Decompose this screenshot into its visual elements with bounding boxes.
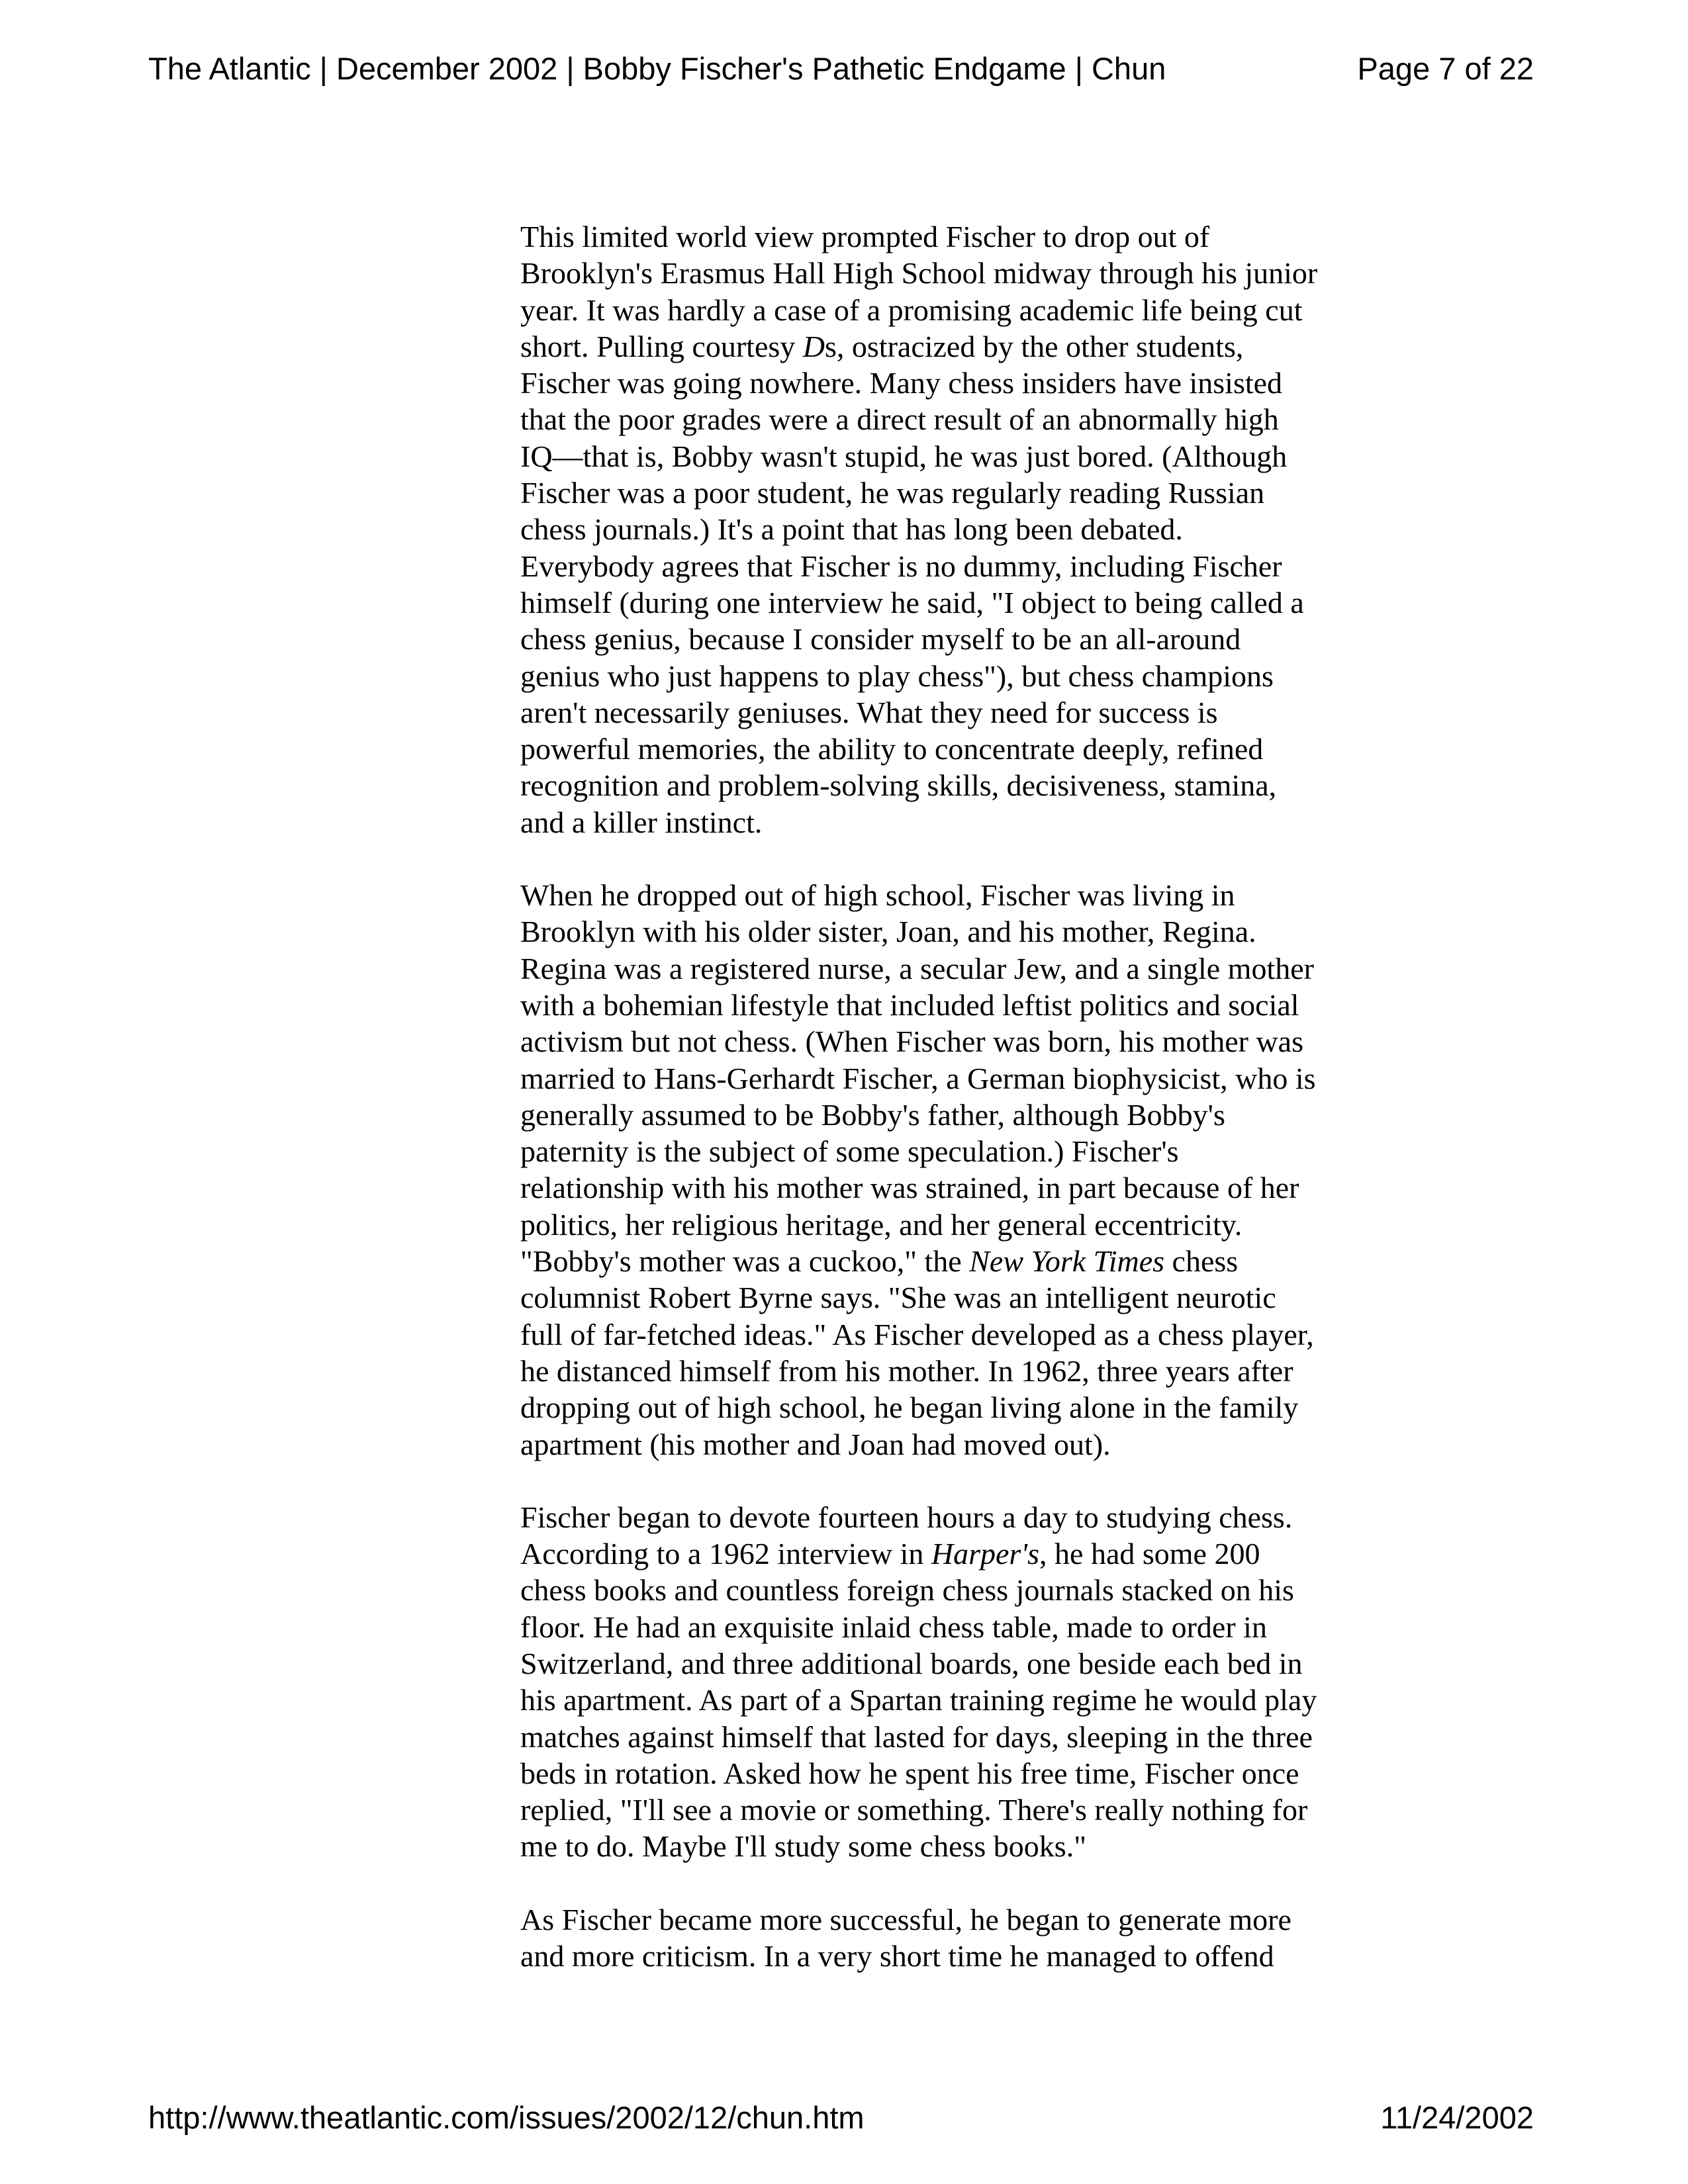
text-run: , he had some 200 (1039, 1537, 1260, 1571)
text-line (520, 1535, 1407, 1572)
text-line: apartment (his mother and Joan had moved out). (520, 1427, 1111, 1461)
text-line: relationship with his mother was strained, in part because of her (520, 1171, 1299, 1205)
text-line: activism but not chess. (When Fischer was born, his mother was (520, 1024, 1303, 1059)
text-line: powerful memories, the ability to concentrate deeply, refined (520, 732, 1264, 766)
text-line: chess genius, because I consider myself to be an all-around (520, 622, 1241, 657)
text-line: paternity is the subject of some speculation.) Fischer's (520, 1134, 1179, 1169)
text-line: genius who just happens to play chess"), but chess champions (520, 659, 1274, 693)
text-line: chess books and countless foreign chess journals stacked on his (520, 1573, 1294, 1608)
paragraph-3 (520, 1499, 1407, 1865)
text-line: Brooklyn's Erasmus Hall High School midway through his junior (520, 256, 1318, 291)
text-line: his apartment. As part of a Spartan training regime he would play (520, 1683, 1317, 1717)
text-line: aren't necessarily geniuses. What they need for success is (520, 695, 1218, 729)
text-line: year. It was hardly a case of a promising academic life being cut (520, 293, 1303, 327)
text-line: and more criticism. In a very short time he managed to offend (520, 1939, 1274, 1974)
paragraph-2 (520, 877, 1407, 1463)
text-line: Fischer began to devote fourteen hours a day to studying chess. (520, 1500, 1293, 1534)
text-line: columnist Robert Byrne says. "She was an intelligent neurotic (520, 1281, 1276, 1315)
text-line: Fischer was a poor student, he was regularly reading Russian (520, 476, 1265, 510)
text-run: chess (1164, 1244, 1239, 1279)
publication-title: New York Times (969, 1244, 1165, 1279)
text-run: According to a 1962 interview in (520, 1537, 931, 1571)
text-line: This limited world view prompted Fischer to drop out of (520, 220, 1210, 253)
text-line: generally assumed to be Bobby's father, although Bobby's (520, 1097, 1225, 1132)
page-number: Page 7 of 22 (1357, 51, 1534, 86)
text-line (520, 328, 1407, 365)
text-line: chess journals.) It's a point that has long been debated. (520, 512, 1183, 547)
text-line: replied, "I'll see a movie or something. There's really nothing for (520, 1793, 1308, 1827)
paragraph-4 (520, 1901, 1407, 1975)
italic-letter: D (802, 329, 825, 363)
text-line: IQ—that is, Bobby wasn't stupid, he was just bored. (Although (520, 439, 1288, 473)
paragraph-1 (520, 218, 1407, 841)
text-line: Fischer was going nowhere. Many chess insiders have insisted (520, 366, 1283, 400)
text-line: he distanced himself from his mother. In 1962, three years after (520, 1353, 1293, 1388)
text-line: married to Hans-Gerhardt Fischer, a German biophysicist, who is (520, 1061, 1316, 1095)
text-line: Brooklyn with his older sister, Joan, and his mother, Regina. (520, 915, 1256, 949)
text-line: Regina was a registered nurse, a secular Jew, and a single mother (520, 951, 1314, 985)
text-run: s, ostracized by the other students, (825, 329, 1244, 363)
text-run: "Bobby's mother was a cuckoo," the (520, 1244, 970, 1279)
text-line: floor. He had an exquisite inlaid chess table, made to order in (520, 1610, 1267, 1644)
text-line (520, 1243, 1407, 1279)
text-line: and a killer instinct. (520, 805, 763, 839)
text-run: short. Pulling courtesy (520, 329, 803, 363)
text-line: politics, her religious heritage, and her general eccentricity. (520, 1207, 1243, 1242)
publication-title: Harper's (931, 1537, 1040, 1571)
article-body (520, 218, 1407, 2011)
text-line: When he dropped out of high school, Fischer was living in (520, 878, 1235, 913)
text-line: recognition and problem-solving skills, decisiveness, stamina, (520, 768, 1277, 803)
text-line: himself (during one interview he said, "I object to being called a (520, 585, 1304, 619)
text-line: me to do. Maybe I'll study some chess books." (520, 1829, 1086, 1864)
text-line: that the poor grades were a direct result of an abnormally high (520, 402, 1279, 437)
text-line: Switzerland, and three additional boards, one beside each bed in (520, 1646, 1303, 1680)
print-date: 11/24/2002 (1380, 2100, 1534, 2135)
page-url: http://www.theatlantic.com/issues/2002/12/chun.htm (148, 2100, 865, 2135)
text-line: matches against himself that lasted for days, sleeping in the three (520, 1719, 1313, 1754)
text-line: As Fischer became more successful, he began to generate more (520, 1902, 1291, 1936)
text-line: Everybody agrees that Fischer is no dummy, including Fischer (520, 549, 1282, 583)
text-line: with a bohemian lifestyle that included leftist politics and social (520, 987, 1299, 1022)
header-title: The Atlantic | December 2002 | Bobby Fischer's Pathetic Endgame | Chun (148, 51, 1166, 86)
text-line: beds in rotation. Asked how he spent his free time, Fischer once (520, 1756, 1299, 1790)
text-line: dropping out of high school, he began living alone in the family (520, 1390, 1299, 1425)
text-line: full of far-fetched ideas." As Fischer developed as a chess player, (520, 1317, 1314, 1351)
